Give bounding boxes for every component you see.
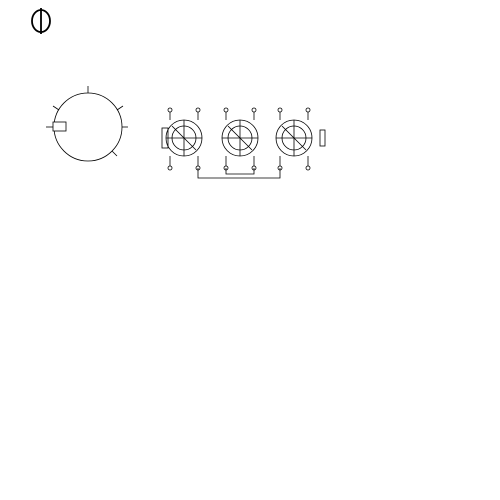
brand-logo-icon [30,8,52,34]
cam-contact-diagram [160,100,330,188]
escutcheon-dial [20,72,160,182]
